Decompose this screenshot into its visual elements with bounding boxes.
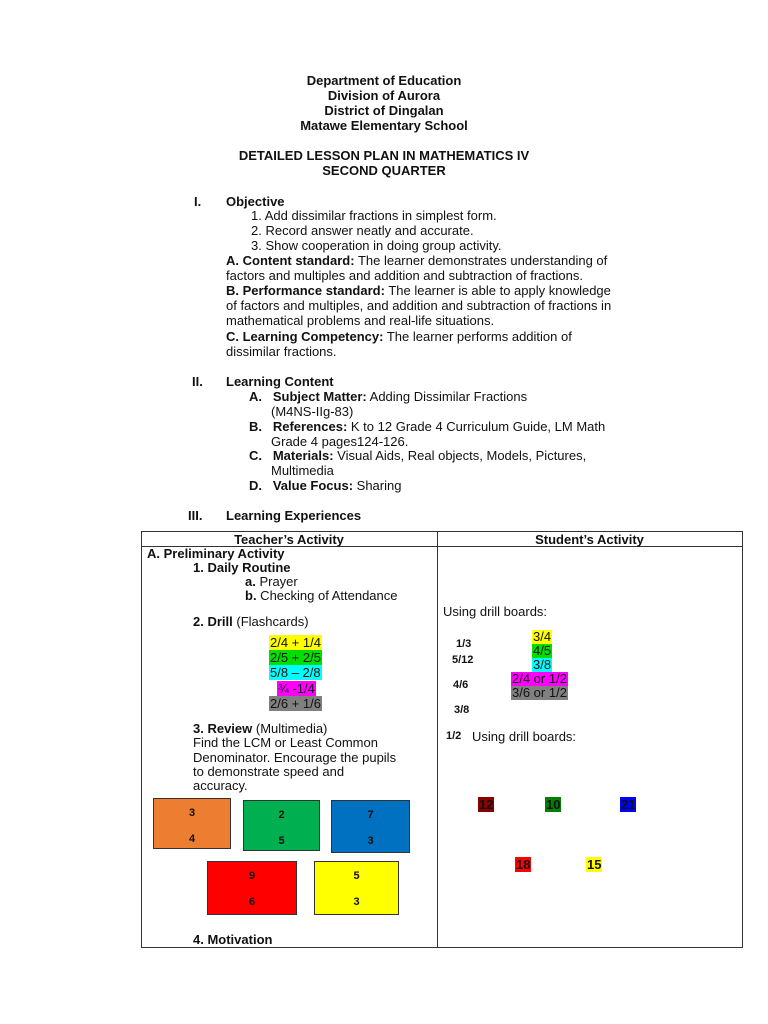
content-standard: [226, 253, 607, 268]
review-text: Denominator. Encourage the pupils: [193, 750, 397, 765]
flashcard: 5/8 – 2/8: [270, 665, 321, 680]
text: Visual Aids, Real objects, Models, Pictures,: [333, 448, 587, 463]
label: Subject Matter:: [272, 389, 367, 404]
flashcard: 2/4 + 1/4: [270, 635, 321, 650]
label: 2. Drill: [193, 614, 233, 629]
denominator: 4: [188, 833, 196, 845]
answer-highlight: 2/4 or 1/2: [512, 671, 567, 686]
text: Prayer: [255, 574, 298, 589]
text: The learner performs addition of: [383, 329, 572, 344]
text: K to 12 Grade 4 Curriculum Guide, LM Math: [347, 419, 606, 434]
section-title-content: Learning Content: [226, 374, 334, 389]
review-text: to demonstrate speed and: [193, 764, 345, 779]
motivation: 4. Motivation: [193, 932, 273, 947]
label: A.: [249, 389, 262, 404]
text: (Multimedia): [252, 721, 328, 736]
flashcard: ¾ -1/4: [278, 681, 315, 696]
label: B.: [249, 419, 262, 434]
numerator: 3: [188, 807, 196, 819]
learning-competency: [226, 329, 572, 344]
review: [193, 721, 327, 736]
value-focus: [249, 478, 401, 493]
numerator: 9: [248, 870, 256, 882]
header-district: District of Dingalan: [324, 103, 444, 118]
performance-standard-cont: mathematical problems and real-life situations.: [226, 313, 495, 328]
review-text: accuracy.: [193, 778, 248, 793]
table-divider: [437, 531, 438, 947]
section-title-objective: Objective: [226, 194, 285, 209]
denominator: 3: [353, 896, 360, 908]
fraction-card: [207, 861, 297, 915]
references-cont: Grade 4 pages124-126.: [271, 434, 409, 449]
answer-highlight: 4/5: [533, 643, 552, 658]
student-review-text: Using drill boards:: [472, 729, 577, 744]
text: Checking of Attendance: [256, 588, 398, 603]
denominator: 3: [367, 835, 374, 847]
objective-item: 3. Show cooperation in doing group activity.: [251, 238, 502, 253]
answer-highlight: 3/6 or 1/2: [512, 685, 567, 700]
fraction-card: [331, 800, 410, 853]
prayer: [245, 574, 298, 589]
lcm-answer: 21: [621, 797, 636, 812]
label: Value Focus:: [272, 478, 354, 493]
performance-standard-cont: of factors and multiples, and addition and subtraction of fractions in: [226, 298, 612, 313]
learning-competency-cont: dissimilar fractions.: [226, 344, 337, 359]
header-division: Division of Aurora: [327, 88, 441, 103]
materials: [249, 448, 586, 463]
label: a.: [245, 574, 256, 589]
objective-item: 2. Record answer neatly and accurate.: [251, 223, 474, 238]
references: [249, 419, 605, 434]
label: References:: [272, 419, 348, 434]
document-subtitle: SECOND QUARTER: [322, 163, 446, 178]
text: Adding Dissimilar Fractions: [366, 389, 528, 404]
preliminary-activity: A. Preliminary Activity: [147, 546, 285, 561]
answer: 4/6: [453, 679, 469, 691]
lcm-answer: 12: [479, 797, 494, 812]
header-school: Matawe Elementary School: [300, 118, 468, 133]
lcm-answer: 15: [587, 857, 602, 872]
numerator: 7: [367, 809, 374, 821]
text: Sharing: [353, 478, 402, 493]
column-header-teacher: Teacher’s Activity: [234, 532, 344, 547]
label: C.: [249, 448, 262, 463]
review-text: Find the LCM or Least Common: [193, 735, 378, 750]
document-title: DETAILED LESSON PLAN IN MATHEMATICS IV: [238, 148, 530, 163]
label: A. Content standard:: [226, 253, 355, 268]
answer: 3/8: [454, 704, 470, 716]
denominator: 6: [248, 896, 256, 908]
subject-matter-code: (M4NS-IIg-83): [271, 404, 354, 419]
label: Materials:: [272, 448, 334, 463]
text: The learner is able to apply knowledge: [384, 283, 611, 298]
label: b.: [245, 588, 257, 603]
section-number: I.: [194, 194, 202, 209]
lcm-answer: 18: [516, 857, 531, 872]
column-header-student: Student’s Activity: [535, 532, 644, 547]
materials-cont: Multimedia: [271, 463, 334, 478]
attendance: [245, 588, 398, 603]
subject-matter: [249, 389, 527, 404]
label: D.: [249, 478, 262, 493]
flashcard: 2/6 + 1/6: [270, 696, 321, 711]
section-number: II.: [192, 374, 203, 389]
flashcard: 2/5 + 2/5: [270, 650, 321, 665]
answer-highlight: 3/4: [533, 629, 552, 644]
answer: 1/2: [446, 730, 462, 742]
lcm-answer: 10: [546, 797, 561, 812]
section-number: III.: [188, 508, 203, 523]
answer-highlight: 3/8: [533, 657, 552, 672]
fraction-card: [153, 798, 231, 849]
answer: 5/12: [452, 654, 474, 666]
numerator: 5: [353, 870, 360, 882]
fraction-card: [314, 861, 399, 915]
daily-routine: 1. Daily Routine: [193, 560, 291, 575]
label: 3. Review: [193, 721, 253, 736]
answer: 1/3: [456, 638, 472, 650]
performance-standard: [226, 283, 611, 298]
label: C. Learning Competency:: [226, 329, 384, 344]
drill: [193, 614, 309, 629]
content-standard-cont: factors and multiples and addition and subtraction of fractions.: [226, 268, 583, 283]
text: (Flashcards): [232, 614, 309, 629]
section-title-experiences: Learning Experiences: [226, 508, 362, 523]
fraction-card: [243, 800, 320, 851]
objective-item: 1. Add dissimilar fractions in simplest form.: [251, 208, 497, 223]
denominator: 5: [278, 835, 285, 847]
student-drill-text: Using drill boards:: [443, 604, 548, 619]
text: The learner demonstrates understanding of: [354, 253, 608, 268]
header-department: Department of Education: [306, 73, 462, 88]
numerator: 2: [278, 809, 285, 821]
label: B. Performance standard:: [226, 283, 385, 298]
